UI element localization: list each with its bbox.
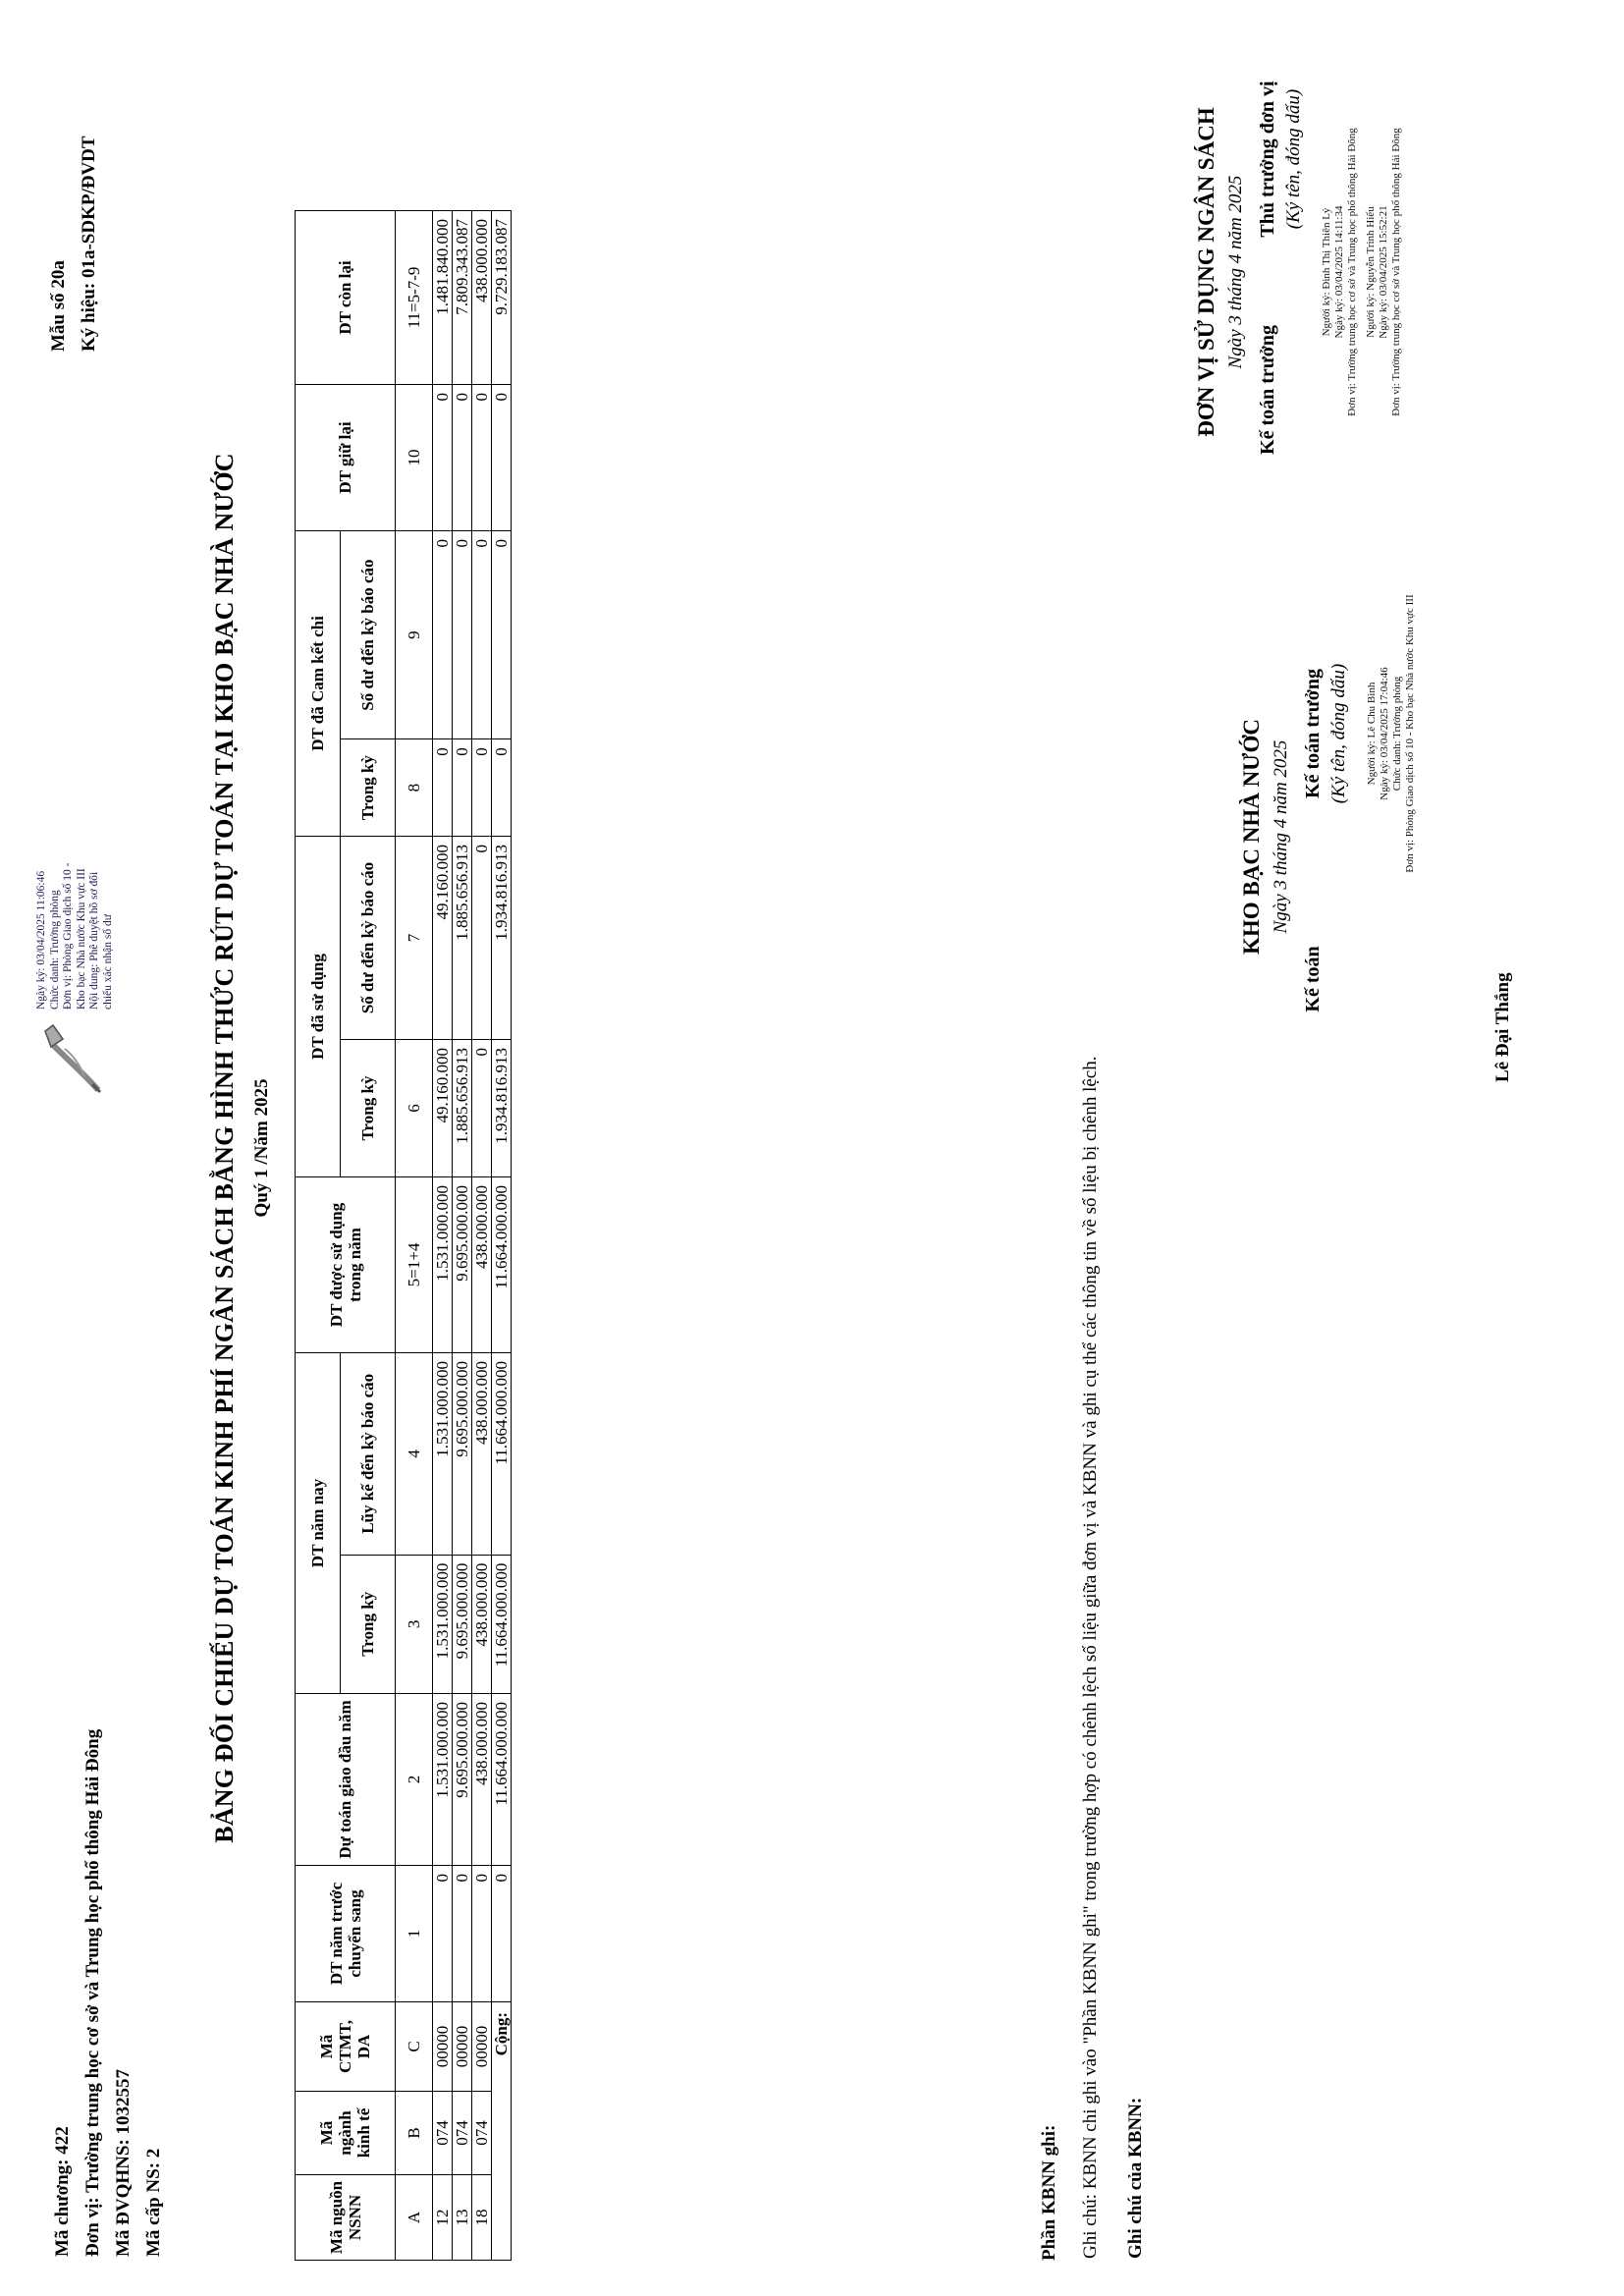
stamp-line-2: Chức danh: Trưởng phòng bbox=[48, 890, 61, 1010]
donvi-role-thutruong bbox=[1257, 41, 1305, 277]
th-dt-nam-nay: DT năm nay bbox=[296, 1353, 341, 1694]
kbnn-signature-meta bbox=[1366, 591, 1417, 876]
th-dt-con-lai: DT còn lại bbox=[296, 211, 396, 385]
digital-signature-stamp bbox=[35, 715, 115, 1010]
cell-dt-giu-lai: 0 bbox=[453, 385, 472, 531]
cell-dt-nam-truoc: 0 bbox=[453, 1866, 472, 2002]
cell-nn-luy-ke: 1.531.000.000 bbox=[433, 1353, 453, 1556]
th-dt-da-su-dung: DT đã sử dụng bbox=[296, 837, 341, 1177]
table-column-number-row bbox=[396, 211, 433, 2261]
stamp-line-5: Nội dung: Phê duyệt hồ sơ đối bbox=[88, 871, 100, 1010]
cell-dt-con-lai: 438.000.000 bbox=[472, 211, 492, 385]
cell-dsd-so-du: 1.885.656.913 bbox=[453, 837, 472, 1040]
cell-nn-trong-ky: 438.000.000 bbox=[472, 1555, 492, 1693]
form-code: Mẫu số 20a bbox=[48, 260, 69, 352]
form-symbol: Ký hiệu: 01a-SDKP/ĐVDT bbox=[79, 136, 99, 352]
colnum-5: 5=1+4 bbox=[396, 1177, 433, 1353]
cell-dt-giu-lai: 0 bbox=[433, 385, 453, 531]
donvi-meta2-1: Người ký: Nguyễn Trình Hiếu bbox=[1365, 206, 1377, 338]
cell-dt-con-lai: 1.481.840.000 bbox=[433, 211, 453, 385]
cell-dsd-so-du: 0 bbox=[472, 837, 492, 1040]
th-ma-ctmt-da: Mã CTMT, DA bbox=[296, 2002, 396, 2092]
colnum-9: 9 bbox=[396, 531, 433, 739]
th-ma-nganh-kinh-te: Mã ngành kinh tế bbox=[296, 2092, 396, 2175]
cell-ma-ctmt: 00000 bbox=[453, 2002, 472, 2092]
th-dt-da-cam-ket-chi: DT đã Cam kết chi bbox=[296, 531, 341, 837]
cell-ckc-so-du: 0 bbox=[433, 531, 453, 739]
cell-ckc-so-du: 0 bbox=[453, 531, 472, 739]
donvi-role-ketoantruong bbox=[1257, 277, 1305, 503]
colnum-10: 10 bbox=[396, 385, 433, 531]
signature-block-donvi bbox=[1194, 41, 1403, 503]
page-title: BẢNG ĐỐI CHIẾU DỰ TOÁN KINH PHÍ NGÂN SÁCH BẰNG HÌNH THỨC RÚT DỰ TOÁN TẠI KHO BẠC NHÀ NƯỚC bbox=[210, 453, 239, 1843]
kbnn-date: Ngày 3 tháng 4 năm 2025 bbox=[1271, 739, 1291, 934]
donvi-roles bbox=[1257, 41, 1305, 503]
kbnn-roles bbox=[1302, 591, 1350, 1082]
cell-dt-duoc-su-dung: 1.531.000.000 bbox=[433, 1177, 453, 1353]
total-label: Cộng: bbox=[492, 2002, 512, 2261]
donvi-meta1-1: Người ký: Đinh Thị Thiên Lý bbox=[1321, 207, 1332, 337]
ma-cap-ns: Mã cấp NS: 2 bbox=[143, 2148, 164, 2257]
total-ckc-trong-ky: 0 bbox=[492, 739, 512, 837]
table-total-row bbox=[492, 211, 512, 2261]
colnum-1: 1 bbox=[396, 1866, 433, 2002]
donvi-paren: (Ký tên, đóng dấu) bbox=[1283, 88, 1304, 230]
donvi-signature-meta-2 bbox=[1365, 41, 1403, 503]
colnum-6: 6 bbox=[396, 1040, 433, 1177]
colnum-7: 7 bbox=[396, 837, 433, 1040]
th-dsd-trong-ky: Trong kỳ bbox=[341, 1040, 396, 1177]
cell-ma-nganh: 074 bbox=[433, 2092, 453, 2175]
colnum-2: 2 bbox=[396, 1694, 433, 1866]
cell-ma-nguon: 13 bbox=[453, 2175, 472, 2261]
th-nn-luy-ke: Lũy kế đến kỳ báo cáo bbox=[341, 1353, 396, 1556]
cell-dt-duoc-su-dung: 438.000.000 bbox=[472, 1177, 492, 1353]
cell-du-toan-giao: 438.000.000 bbox=[472, 1694, 492, 1866]
cell-ma-ctmt: 00000 bbox=[472, 2002, 492, 2092]
kbnn-meta-3: Chức danh: Trưởng phòng bbox=[1391, 676, 1403, 792]
cell-nn-trong-ky: 1.531.000.000 bbox=[433, 1555, 453, 1693]
cell-dt-duoc-su-dung: 9.695.000.000 bbox=[453, 1177, 472, 1353]
th-dt-nam-truoc: DT năm trước chuyển sang bbox=[296, 1866, 396, 2002]
phan-kbnn-ghi-label: Phần KBNN ghi: bbox=[1039, 2124, 1059, 2261]
kbnn-role-ketoantruong-label: Kế toán trưởng bbox=[1302, 669, 1324, 798]
ma-chuong: Mã chương: 422 bbox=[52, 2126, 73, 2257]
stamp-line-3: Đơn vị: Phòng Giao dịch số 10 - bbox=[62, 862, 74, 1010]
kbnn-role-ketoan-label: Kế toán bbox=[1302, 946, 1324, 1012]
colnum-B: B bbox=[396, 2092, 433, 2175]
colnum-C: C bbox=[396, 2002, 433, 2092]
donvi-date: Ngày 3 tháng 4 năm 2025 bbox=[1225, 175, 1246, 369]
donvi-meta1-3: Đơn vị: Trường trung học cơ sở và Trung học phổ thông Hải Đông bbox=[1346, 128, 1358, 416]
donvi-signature-meta-1 bbox=[1321, 41, 1359, 503]
cell-ma-nguon: 18 bbox=[472, 2175, 492, 2261]
colnum-8: 8 bbox=[396, 739, 433, 837]
cell-dt-con-lai: 7.809.343.087 bbox=[453, 211, 472, 385]
stamp-line-4: Kho bạc Nhà nước Khu vực III bbox=[75, 868, 87, 1010]
th-dsd-so-du: Số dư đến kỳ báo cáo bbox=[341, 837, 396, 1040]
th-ckc-trong-ky: Trong kỳ bbox=[341, 739, 396, 837]
cell-dt-nam-truoc: 0 bbox=[472, 1866, 492, 2002]
ghi-chu-kbnn-label: Ghi chú của KBNN: bbox=[1125, 2097, 1146, 2259]
donvi-role-ketoantruong-label: Kế toán trưởng bbox=[1257, 325, 1278, 455]
th-nn-trong-ky: Trong kỳ bbox=[341, 1555, 396, 1693]
table-row bbox=[472, 211, 492, 2261]
cell-ckc-so-du: 0 bbox=[472, 531, 492, 739]
cell-ma-ctmt: 00000 bbox=[433, 2002, 453, 2092]
th-dt-duoc-su-dung: DT được sử dụng trong năm bbox=[296, 1177, 396, 1353]
donvi-meta1-2: Ngày ký: 03/04/2025 14:11:34 bbox=[1333, 205, 1345, 339]
th-du-toan-giao-dau-nam: Dự toán giao đầu năm bbox=[296, 1694, 396, 1866]
signature-block-kbnn bbox=[1239, 591, 1417, 1082]
table-header-row-1 bbox=[296, 211, 341, 2261]
cell-ckc-trong-ky: 0 bbox=[472, 739, 492, 837]
cell-dsd-trong-ky: 49.160.000 bbox=[433, 1040, 453, 1177]
kbnn-meta-1: Người ký: Lê Chu Bình bbox=[1366, 682, 1378, 786]
total-du-toan-giao: 11.664.000.000 bbox=[492, 1694, 512, 1866]
ma-dvqhns: Mã ĐVQHNS: 1032557 bbox=[113, 2068, 134, 2257]
total-dsd-so-du: 1.934.816.913 bbox=[492, 837, 512, 1040]
cell-ma-nguon: 12 bbox=[433, 2175, 453, 2261]
don-vi: Đơn vị: Trường trung học cơ sở và Trung học phổ thông Hải Đông bbox=[82, 1728, 103, 2257]
total-dsd-trong-ky: 1.934.816.913 bbox=[492, 1040, 512, 1177]
cell-dt-giu-lai: 0 bbox=[472, 385, 492, 531]
th-dt-giu-lai: DT giữ lại bbox=[296, 385, 396, 531]
total-nn-luy-ke: 11.664.000.000 bbox=[492, 1353, 512, 1556]
cell-dt-nam-truoc: 0 bbox=[433, 1866, 453, 2002]
cell-ma-nganh: 074 bbox=[453, 2092, 472, 2175]
colnum-4: 4 bbox=[396, 1353, 433, 1556]
cell-ckc-trong-ky: 0 bbox=[433, 739, 453, 837]
kbnn-meta-4: Đơn vị: Phòng Giao dịch số 10 - Kho bạc Nhà nước Khu vực III bbox=[1404, 594, 1416, 873]
colnum-3: 3 bbox=[396, 1555, 433, 1693]
colnum-A: A bbox=[396, 2175, 433, 2261]
cell-dsd-trong-ky: 1.885.656.913 bbox=[453, 1040, 472, 1177]
cell-du-toan-giao: 1.531.000.000 bbox=[433, 1694, 453, 1866]
th-ma-nguon-nsnn: Mã nguồn NSNN bbox=[296, 2175, 396, 2261]
donvi-meta2-3: Đơn vị: Trường trung học cơ sở và Trung học phổ thông Hải Đông bbox=[1390, 128, 1402, 416]
total-dt-nam-truoc: 0 bbox=[492, 1866, 512, 2002]
header-right-block bbox=[43, 136, 104, 352]
th-ckc-so-du: Số dư đến kỳ báo cáo bbox=[341, 531, 396, 739]
donvi-title: ĐƠN VỊ SỬ DỤNG NGÂN SÁCH bbox=[1194, 107, 1218, 437]
header-left-block bbox=[47, 1729, 169, 2257]
cell-nn-trong-ky: 9.695.000.000 bbox=[453, 1555, 472, 1693]
cell-nn-luy-ke: 438.000.000 bbox=[472, 1353, 492, 1556]
cell-du-toan-giao: 9.695.000.000 bbox=[453, 1694, 472, 1866]
total-ckc-so-du: 0 bbox=[492, 531, 512, 739]
cell-ckc-trong-ky: 0 bbox=[453, 739, 472, 837]
total-dt-duoc-su-dung: 11.664.000.000 bbox=[492, 1177, 512, 1353]
cell-dsd-trong-ky: 0 bbox=[472, 1040, 492, 1177]
table-row bbox=[433, 211, 453, 2261]
cell-nn-luy-ke: 9.695.000.000 bbox=[453, 1353, 472, 1556]
cell-dsd-so-du: 49.160.000 bbox=[433, 837, 453, 1040]
reconciliation-table bbox=[295, 210, 512, 2261]
kbnn-paren: (Ký tên, đóng dấu) bbox=[1328, 663, 1349, 804]
kbnn-meta-2: Ngày ký: 03/04/2025 17:04:46 bbox=[1379, 667, 1390, 800]
kbnn-title: KHO BẠC NHÀ NƯỚC bbox=[1239, 719, 1264, 956]
colnum-11: 11=5-7-9 bbox=[396, 211, 433, 385]
ghi-chu-text: Ghi chú: KBNN chi ghi vào "Phần KBNN ghi" trong trường hợp có chênh lệch số liệu giữa đơn vị và KBNN và ghi cụ thể các thông tin về số liệu bị chênh lệch. bbox=[1080, 1056, 1101, 2259]
kbnn-role-ketoantruong bbox=[1302, 591, 1350, 876]
donvi-meta2-2: Ngày ký: 03/04/2025 15:52:21 bbox=[1378, 205, 1389, 339]
total-dt-giu-lai: 0 bbox=[492, 385, 512, 531]
stamp-line-1: Ngày ký: 03/04/2025 11:06:46 bbox=[35, 870, 47, 1010]
cell-ma-nganh: 074 bbox=[472, 2092, 492, 2175]
table-row bbox=[453, 211, 472, 2261]
total-dt-con-lai: 9.729.183.087 bbox=[492, 211, 512, 385]
stamp-line-6: chiếu xác nhận số dư bbox=[101, 914, 114, 1010]
kbnn-signer-name: Lê Đại Thắng bbox=[1492, 972, 1513, 1082]
page-subtitle: Quý 1 /Năm 2025 bbox=[251, 1078, 272, 1218]
signature-pen-icon bbox=[41, 1013, 104, 1096]
total-nn-trong-ky: 11.664.000.000 bbox=[492, 1555, 512, 1693]
reconciliation-table-wrapper bbox=[295, 210, 512, 2261]
donvi-role-thutruong-label: Thủ trưởng đơn vị bbox=[1257, 81, 1278, 238]
kbnn-role-ketoan bbox=[1302, 876, 1350, 1082]
